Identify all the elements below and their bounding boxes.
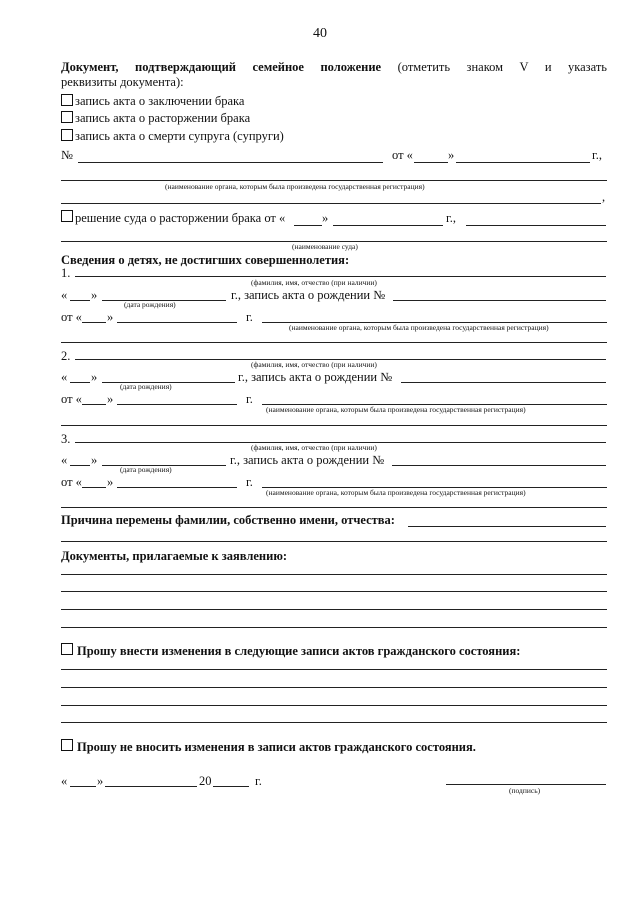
- child-2-num: 2.: [61, 349, 71, 363]
- date-close-quote: »: [97, 774, 104, 788]
- child-2-open-quote: «: [61, 370, 68, 384]
- child-3-day-field[interactable]: [70, 465, 90, 466]
- court-month-field[interactable]: [333, 225, 443, 226]
- marital-heading-bold: Документ, подтверждающий семейное положение: [61, 60, 382, 74]
- date-year-suffix: г.: [255, 774, 262, 788]
- child-1-authority-field-2[interactable]: [61, 342, 607, 343]
- child-1-record-number-field[interactable]: [393, 300, 606, 301]
- no-changes-label: Прошу не вносить изменения в записи актов гражданского состояния.: [77, 740, 476, 754]
- child-2-authority-caption: (наименование органа, которым была произведена государственная регистрация): [266, 405, 526, 414]
- child-1-day-field[interactable]: [70, 300, 90, 301]
- court-decision-label: решение суда о расторжении брака от «: [75, 211, 286, 225]
- reason-field[interactable]: [408, 526, 606, 527]
- date-open-quote: «: [61, 774, 68, 788]
- child-3-authority-caption: (наименование органа, которым была произведена государственная регистрация): [266, 488, 526, 497]
- date-month-field[interactable]: [105, 786, 197, 787]
- child-3-reg-month-field[interactable]: [117, 487, 237, 488]
- reason-field-2[interactable]: [61, 541, 607, 542]
- signature-field[interactable]: [446, 784, 606, 785]
- court-year: г.,: [446, 211, 456, 225]
- court-caption: (наименование суда): [292, 242, 358, 251]
- child-1-reg-close-quote: »: [107, 310, 114, 324]
- child-1-reg-day-field[interactable]: [82, 322, 106, 323]
- child-3-from-label: от «: [61, 475, 82, 489]
- comma: ,: [602, 190, 606, 204]
- child-1-authority-caption: (наименование органа, которым была произведена государственная регистрация): [289, 323, 549, 332]
- checkbox-divorce[interactable]: [61, 111, 73, 123]
- marital-heading-line2: реквизиты документа):: [61, 75, 184, 89]
- documents-line-1[interactable]: [61, 574, 607, 575]
- court-quote-close: »: [322, 211, 329, 225]
- authority-field-2[interactable]: [61, 203, 601, 204]
- authority-field[interactable]: [61, 180, 607, 181]
- child-1-reg-month-field[interactable]: [117, 322, 237, 323]
- year-suffix: г.,: [592, 148, 602, 162]
- child-2-reg-close-quote: »: [107, 392, 114, 406]
- number-field[interactable]: [78, 162, 383, 163]
- child-2-from-label: от «: [61, 392, 82, 406]
- child-3-reg-day-field[interactable]: [82, 487, 106, 488]
- from-label: от «: [392, 148, 413, 162]
- child-2-reg-month-field[interactable]: [117, 404, 237, 405]
- child-2-fio-caption: (фамилия, имя, отчество (при наличии): [251, 360, 377, 369]
- date-day-field[interactable]: [70, 786, 96, 787]
- checkbox-marriage[interactable]: [61, 94, 73, 106]
- child-3-birth-record: г., запись акта о рождении №: [230, 453, 385, 467]
- child-1-dob-caption: (дата рождения): [124, 300, 176, 309]
- signature-caption: (подпись): [509, 786, 541, 795]
- changes-line-4[interactable]: [61, 722, 607, 723]
- changes-line-1[interactable]: [61, 669, 607, 670]
- month-field[interactable]: [456, 162, 590, 163]
- documents-label: Документы, прилагаемые к заявлению:: [61, 549, 288, 563]
- child-3-close-quote: »: [91, 453, 98, 467]
- child-2-year: г.: [246, 392, 253, 406]
- number-label: №: [61, 148, 73, 162]
- day-field[interactable]: [414, 162, 448, 163]
- court-day-field[interactable]: [294, 225, 322, 226]
- marital-heading-rest: (отметить знаком V и указать: [397, 60, 608, 74]
- date-year-field[interactable]: [213, 786, 249, 787]
- child-3-year: г.: [246, 475, 253, 489]
- documents-line-3[interactable]: [61, 609, 607, 610]
- child-3-record-number-field[interactable]: [392, 465, 606, 466]
- reason-label: Причина перемены фамилии, собственно имени, отчества:: [61, 513, 395, 527]
- children-heading: Сведения о детях, не достигших совершеннолетия:: [61, 253, 350, 267]
- checkbox-court-decision[interactable]: [61, 210, 73, 222]
- option-marriage: запись акта о заключении брака: [75, 94, 245, 108]
- checkbox-make-changes[interactable]: [61, 643, 73, 655]
- documents-line-4[interactable]: [61, 627, 607, 628]
- changes-line-3[interactable]: [61, 705, 607, 706]
- court-extra-field[interactable]: [466, 225, 606, 226]
- option-death: запись акта о смерти супруга (супруги): [75, 129, 284, 143]
- child-3-fio-caption: (фамилия, имя, отчество (при наличии): [251, 443, 377, 452]
- changes-line-2[interactable]: [61, 687, 607, 688]
- child-2-birth-record: г., запись акта о рождении №: [238, 370, 393, 384]
- option-divorce: запись акта о расторжении брака: [75, 111, 251, 125]
- checkbox-death[interactable]: [61, 129, 73, 141]
- quote-close: »: [448, 148, 455, 162]
- child-2-dob-caption: (дата рождения): [120, 382, 172, 391]
- child-1-name-field[interactable]: [75, 276, 606, 277]
- documents-line-2[interactable]: [61, 591, 607, 592]
- child-2-record-number-field[interactable]: [401, 382, 606, 383]
- child-1-from-label: от «: [61, 310, 82, 324]
- date-year-prefix: 20: [199, 774, 212, 788]
- child-3-reg-close-quote: »: [107, 475, 114, 489]
- child-3-num: 3.: [61, 432, 71, 446]
- child-1-close-quote: »: [91, 288, 98, 302]
- checkbox-no-changes[interactable]: [61, 739, 73, 751]
- make-changes-label: Прошу внести изменения в следующие записи актов гражданского состояния:: [77, 644, 521, 658]
- child-1-fio-caption: (фамилия, имя, отчество (при наличии): [251, 278, 377, 287]
- authority-caption: (наименование органа, которым была произведена государственная регистрация): [165, 182, 425, 191]
- child-3-authority-field-2[interactable]: [61, 507, 607, 508]
- child-2-day-field[interactable]: [70, 382, 90, 383]
- child-1-open-quote: «: [61, 288, 68, 302]
- child-3-open-quote: «: [61, 453, 68, 467]
- child-1-year: г.: [246, 310, 253, 324]
- child-2-close-quote: »: [91, 370, 98, 384]
- child-3-dob-caption: (дата рождения): [120, 465, 172, 474]
- child-1-num: 1.: [61, 266, 71, 280]
- child-1-birth-record: г., запись акта о рождении №: [231, 288, 386, 302]
- marital-heading: [61, 60, 607, 74]
- child-2-authority-field-2[interactable]: [61, 425, 607, 426]
- page-number: 40: [313, 26, 327, 41]
- child-2-reg-day-field[interactable]: [82, 404, 106, 405]
